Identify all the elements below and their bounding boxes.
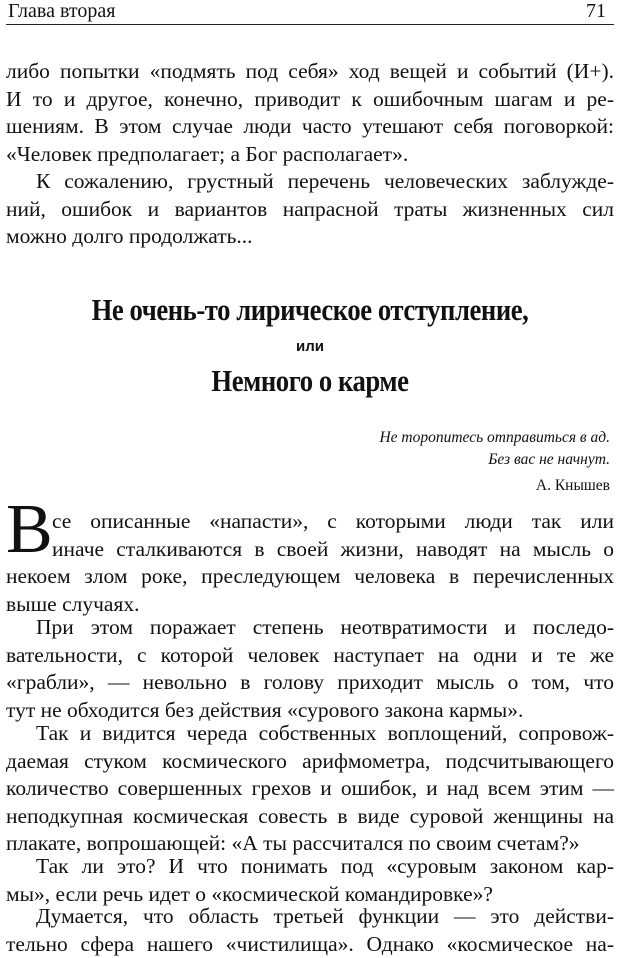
running-head — [6, 0, 614, 25]
chapter-title: Глава вторая — [8, 0, 115, 22]
epigraph-line: Не торопитесь отправиться в ад. — [379, 427, 610, 449]
epigraph-line: Без вас не начнут. — [379, 449, 610, 471]
drop-cap: В — [6, 500, 53, 560]
text-line: Думается, что область третьей функции — это действи- — [6, 903, 614, 931]
section-heading-or: или — [0, 338, 620, 360]
text-line: ний, ошибок и вариантов напрасной траты жизненных сил — [6, 196, 614, 224]
text-line: «Человек предполагает; а Бог располагает». — [6, 141, 614, 169]
text-line: либо попытки «подмять под себя» ход вещей и событий (И+). — [6, 58, 614, 86]
text-line: се описанные «напасти», с которыми люди так или — [6, 508, 614, 536]
text-line: неподкупная космическая совесть в виде суровой женщины на — [6, 803, 614, 831]
epigraph — [379, 427, 610, 497]
text-line: иначе сталкиваются в своей жизни, наводят на мысль о — [6, 536, 614, 564]
text-line: И то и другое, конечно, приводит к ошибочным шагам и ре- — [6, 86, 614, 114]
page-number: 71 — [586, 0, 606, 22]
text-line: количество совершенных грехов и ошибок, и над всем этим — — [6, 775, 614, 803]
text-line: мы», если речь идет о «космической командировке»? — [6, 881, 614, 909]
text-line: Так и видится череда собственных воплощений, сопровож- — [6, 720, 614, 748]
text-line: вательности, с которой человек наступает на одни и те же — [6, 642, 614, 670]
paragraph — [6, 903, 614, 958]
epigraph-author: А. Кнышев — [379, 475, 610, 497]
text-line: Так ли это? И что понимать под «суровым законом кар- — [6, 853, 614, 881]
text-line: К сожалению, грустный перечень человеческих заблужде- — [6, 168, 614, 196]
text-line: тельно сфера нашего «чистилища». Однако «космическое на- — [6, 931, 614, 958]
text-line: шениям. В этом случае люди часто утешают себя поговоркой: — [6, 113, 614, 141]
text-line: При этом поражает степень неотвратимости и последо- — [6, 614, 614, 642]
section-heading-line1: Не очень-то лирическое отступление, — [0, 292, 620, 336]
text-line: плакате, вопрошающей: «А ты рассчитался по своим счетам?» — [6, 830, 614, 858]
text-line: некоем злом роке, преследующем человека в перечисленных — [6, 563, 614, 591]
text-line: даемая стуком космического арифмометра, подсчитывающего — [6, 748, 614, 776]
text-line: «грабли», — невольно в голову приходит мысль о том, что — [6, 669, 614, 697]
paragraph — [6, 614, 614, 724]
paragraph — [6, 720, 614, 858]
paragraph — [6, 853, 614, 908]
paragraph — [6, 508, 614, 618]
text-line: тут не обходится без действия «сурового закона кармы». — [6, 697, 614, 725]
paragraph-continued — [6, 58, 614, 168]
text-line: можно долго продолжать... — [6, 223, 614, 251]
section-heading-line2: Немного о карме — [0, 363, 620, 407]
paragraph — [6, 168, 614, 251]
text-line: выше случаях. — [6, 591, 614, 619]
